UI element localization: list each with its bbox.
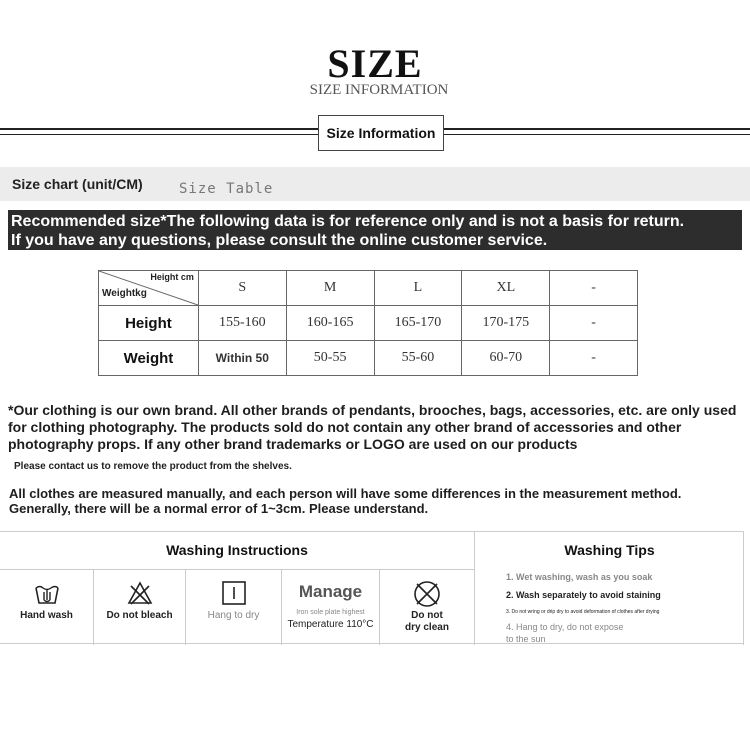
recommended-size-notice: [8, 210, 742, 250]
washing-tips-title: Washing Tips: [474, 532, 744, 569]
no-bleach-label: Do not bleach: [106, 610, 173, 621]
measurement-note-line-2: Generally, there will be a normal error of 1~3cm. Please understand.: [9, 501, 429, 516]
brand-note: *Our clothing is our own brand. All other brands of pendants, brooches, bags, accessories, etc. are only used for clothing photography. The products sold do not contain any other brand of accessories and other photography props. If any other brand trademarks or LOGO are used on our products: [8, 402, 737, 452]
hand-wash-icon: [34, 580, 60, 606]
measurement-note-line-1: All clothes are measured manually, and each person will have some differences in the measurement method.: [9, 486, 682, 501]
washing-tip-3: 3. Do not wring or drip dry to avoid deformation of clothes after drying: [506, 609, 660, 615]
section-tag: Size Information: [318, 115, 444, 151]
hang-dry-icon: [221, 580, 247, 606]
table-cell: -: [550, 306, 638, 341]
measurement-note: [9, 486, 729, 516]
washing-tip-4: 4. Hang to dry, do not expose to the sun: [506, 622, 624, 644]
washing-tip-1: 1. Wet washing, wash as you soak: [506, 572, 653, 582]
manage-title: Manage: [298, 582, 363, 601]
size-table-header-row: [99, 271, 638, 306]
no-dry-clean-label: [380, 610, 474, 634]
table-cell: 155-160: [198, 306, 286, 341]
care-iron: [282, 570, 380, 645]
washing-instructions-title: Washing Instructions: [166, 542, 308, 558]
no-dry-clean-label-2: dry clean: [405, 622, 449, 633]
size-header-blank: -: [550, 271, 638, 306]
size-table-label: Size Table: [179, 181, 274, 197]
contact-note: Please contact us to remove the product from the shelves.: [14, 461, 292, 472]
size-header-l: L: [374, 271, 462, 306]
hand-wash-label: Hand wash: [20, 610, 73, 621]
table-cell: 170-175: [462, 306, 550, 341]
care-hang-dry: [186, 570, 282, 645]
hang-dry-label: Hang to dry: [207, 610, 260, 621]
table-cell: -: [550, 341, 638, 376]
size-table: [98, 270, 638, 376]
care-no-bleach: [94, 570, 186, 645]
size-header-s: S: [198, 271, 286, 306]
size-table-corner: [99, 271, 199, 306]
page-title: SIZE: [327, 41, 423, 86]
size-header-xl: XL: [462, 271, 550, 306]
size-chart-bar: [0, 167, 750, 201]
notice-line-2: If you have any questions, please consult the online customer service.: [11, 232, 548, 249]
table-cell: Within 50: [198, 341, 286, 376]
care-no-dry-clean: [380, 570, 474, 645]
corner-height-label: Height cm: [150, 272, 194, 282]
table-cell: 165-170: [374, 306, 462, 341]
row-label-height: Height: [99, 306, 199, 341]
row-label-weight: Weight: [99, 341, 199, 376]
no-dry-clean-icon: [412, 579, 442, 609]
table-row: [99, 306, 638, 341]
corner-weight-label: Weightkg: [102, 288, 147, 299]
table-row: [99, 341, 638, 376]
manage-temperature: Temperature 110°C: [287, 619, 374, 630]
table-cell: 55-60: [374, 341, 462, 376]
size-header-m: M: [286, 271, 374, 306]
page-subtitle: SIZE INFORMATION: [309, 82, 449, 98]
care-hand-wash: [0, 570, 94, 645]
table-cell: 50-55: [286, 341, 374, 376]
washing-tip-2: 2. Wash separately to avoid staining: [506, 590, 661, 600]
table-cell: 60-70: [462, 341, 550, 376]
no-bleach-icon: [127, 580, 153, 606]
no-dry-clean-label-1: Do not: [411, 610, 443, 621]
notice-line-1: Recommended size*The following data is for reference only and is not a basis for return.: [11, 213, 685, 230]
size-chart-label: Size chart (unit/CM): [12, 176, 143, 192]
manage-sub: Iron sole plate highest: [296, 609, 365, 616]
washing-tips-list: [506, 572, 736, 645]
table-cell: 160-165: [286, 306, 374, 341]
